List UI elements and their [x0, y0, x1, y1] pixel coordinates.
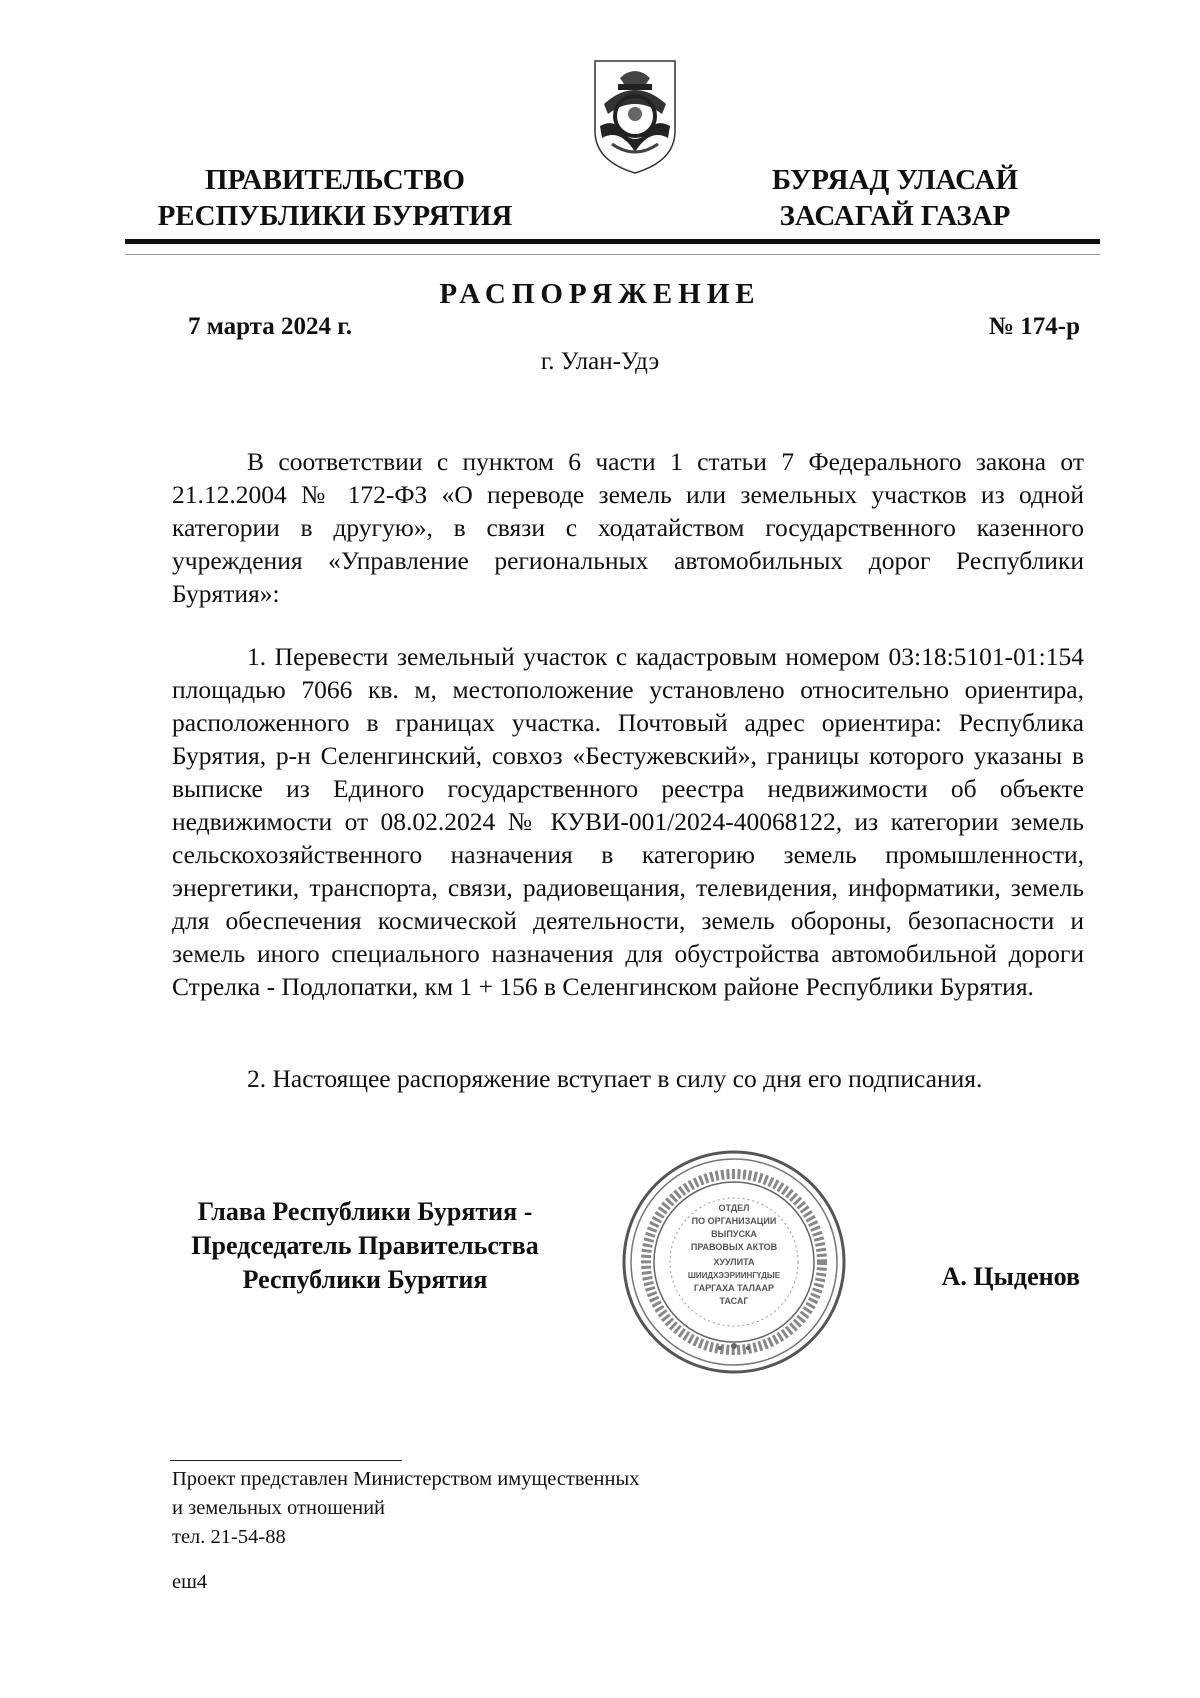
header-right-line1: БУРЯАД УЛАСАЙ [771, 164, 1019, 196]
footer-line-2: и земельных отношений [172, 1497, 386, 1519]
document-number: № 174-р [988, 313, 1080, 340]
coat-of-arms-icon [590, 56, 680, 176]
seal-line-3: ВЫПУСКА [711, 1229, 757, 1239]
official-seal-icon [620, 1148, 848, 1376]
seal-line-7: ГАРГАХА ТАЛААР [694, 1283, 774, 1293]
footer-rule [170, 1460, 402, 1461]
seal-line-1: ОТДЕЛ [718, 1203, 750, 1213]
document-type-title: РАСПОРЯЖЕНИЕ [439, 278, 761, 310]
footer-line-1: Проект представлен Министерством имущественных [172, 1468, 640, 1490]
order-item-1: 1. Перевести земельный участок с кадастровым номером 03:18:5101-01:154 площадью 7066 кв. м, местоположение установлено относительно ориентира, расположенного в границах участка. Почтовый адрес ориентира: Республика Бурятия, р-н Селенгинский, совхоз «Бестужевский», границы которого указаны в выписке из Единого государственного реестра недвижимости об объекте недвижимости от 08.02.2024 № КУВИ-001/2024-40068122, из категории земель сельскохозяйственного назначения в категорию земель промышленности, энергетики, транспорта, связи, радиовещания, телевидения, информатики, земель для обеспечения космической деятельности, земель обороны, безопасности и земель иного специального назначения для обустройства автомобильной дороги Стрелка - Подлопатки, км 1 + 156 в Селенгинском районе Республики Бурятия. [172, 642, 1084, 1001]
signatory-position-line2: Председатель Правительства [191, 1231, 539, 1260]
header-divider-thin [125, 254, 1100, 255]
footer-code: еш4 [172, 1571, 208, 1593]
header-left-line1: ПРАВИТЕЛЬСТВО [205, 164, 465, 196]
footer-phone: тел. 21-54-88 [172, 1526, 286, 1548]
signatory-position-line1: Глава Республики Бурятия - [197, 1197, 533, 1226]
seal-line-6: ШИИДХЭЭРИИНГҮДЫЕ [687, 1271, 781, 1280]
order-item-2: 2. Настоящее распоряжение вступает в силу со дня его подписания. [247, 1064, 983, 1093]
seal-line-8: ТАСАГ [719, 1296, 749, 1306]
document-date: 7 марта 2024 г. [188, 313, 353, 340]
header-right-line2: ЗАСАГАЙ ГАЗАР [779, 200, 1011, 232]
seal-line-5: ХУУЛИТА [713, 1257, 755, 1267]
header-left-line2: РЕСПУБЛИКИ БУРЯТИЯ [157, 200, 513, 232]
preamble-paragraph: В соответствии с пунктом 6 части 1 статьи 7 Федерального закона от 21.12.2004 № 172-ФЗ «О переводе земель или земельных участков из одной категории в другую», в связи с ходатайством государственного казенного учреждения «Управление региональных автомобильных дорог Республики Бурятия»: [172, 447, 1084, 608]
document-place: г. Улан-Удэ [540, 348, 660, 375]
header-divider-thick [125, 239, 1100, 244]
seal-line-2: ПО ОРГАНИЗАЦИИ [691, 1216, 777, 1226]
signatory-position-line3: Республики Бурятия [242, 1265, 488, 1294]
seal-line-4: ПРАВОВЫХ АКТОВ [690, 1242, 778, 1252]
signatory-name: А. Цыденов [941, 1262, 1080, 1291]
